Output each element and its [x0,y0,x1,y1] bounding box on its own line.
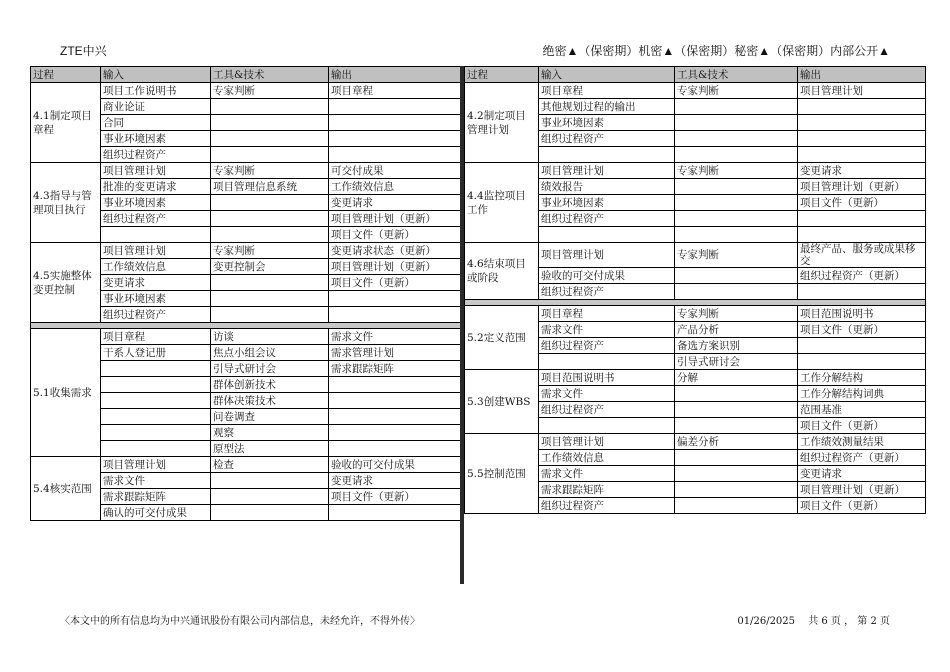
output-cell [329,409,461,425]
input-cell: 事业环境因素 [101,195,211,211]
tool-cell: 专家判断 [211,243,329,259]
input-cell: 事业环境因素 [101,291,211,307]
output-cell: 项目管理计划（更新） [329,259,461,275]
output-cell: 项目文件（更新） [798,195,926,211]
output-cell [329,147,461,163]
output-cell: 需求管理计划 [329,345,461,361]
table-row [465,83,926,99]
input-cell: 组织过程资产 [539,131,675,147]
table-row [31,83,461,99]
tool-cell [675,115,798,131]
input-cell: 项目管理计划 [539,243,675,268]
output-cell [329,307,461,323]
table-row [465,306,926,322]
input-cell: 确认的可交付成果 [101,505,211,521]
header-tools: 工具&技术 [675,67,798,83]
input-cell: 事业环境因素 [539,115,675,131]
tool-cell: 群体创新技术 [211,377,329,393]
input-cell [539,147,675,163]
tool-cell: 备选方案识别 [675,338,798,354]
output-cell: 项目管理计划（更新） [329,211,461,227]
input-cell: 需求文件 [539,322,675,338]
output-cell: 变更请求 [798,466,926,482]
classification-line: 绝密▲（保密期）机密▲（保密期）秘密▲（保密期）内部公开▲ [542,44,890,58]
process-name: 4.2制定项目管理计划 [465,83,539,163]
tool-cell: 变更控制会 [211,259,329,275]
input-cell [101,361,211,377]
input-cell: 需求文件 [539,386,675,402]
input-cell: 组织过程资产 [539,338,675,354]
input-cell: 项目管理计划 [101,243,211,259]
table-row [31,329,461,345]
input-cell: 需求文件 [101,473,211,489]
table-row [465,370,926,386]
output-cell [329,441,461,457]
output-cell [798,131,926,147]
input-cell: 项目章程 [101,329,211,345]
page-info: 01/26/2025 共 6 页 ， 第 2 页 [737,616,890,627]
tool-cell [675,179,798,195]
output-cell [798,227,926,243]
tool-cell [211,99,329,115]
input-cell: 批准的变更请求 [101,179,211,195]
output-cell: 组织过程资产（更新） [798,450,926,466]
input-cell: 组织过程资产 [539,402,675,418]
output-cell: 项目文件（更新） [798,322,926,338]
input-cell [101,377,211,393]
tool-cell: 分解 [675,370,798,386]
output-cell [798,354,926,370]
output-cell [798,147,926,163]
tool-cell [211,131,329,147]
input-cell: 组织过程资产 [101,211,211,227]
right-process-table [464,66,926,514]
process-name: 5.1收集需求 [31,329,101,457]
tool-cell: 观察 [211,425,329,441]
tool-cell: 焦点小组会议 [211,345,329,361]
input-cell: 干系人登记册 [101,345,211,361]
input-cell: 商业论证 [101,99,211,115]
tool-cell: 专家判断 [675,243,798,268]
tool-cell [675,450,798,466]
output-cell [329,377,461,393]
input-cell: 合同 [101,115,211,131]
output-cell: 项目文件（更新） [329,227,461,243]
header-tools: 工具&技术 [211,67,329,83]
tool-cell: 引导式研讨会 [211,361,329,377]
output-cell: 项目管理计划（更新） [798,482,926,498]
header-output: 输出 [798,67,926,83]
output-cell [798,211,926,227]
output-cell: 项目文件（更新） [798,498,926,514]
tool-cell [675,99,798,115]
output-cell [798,99,926,115]
output-cell [329,99,461,115]
input-cell: 需求文件 [539,466,675,482]
output-cell: 项目文件（更新） [329,489,461,505]
output-cell [329,131,461,147]
process-name: 4.1制定项目章程 [31,83,101,163]
tool-cell [211,473,329,489]
input-cell: 其他规划过程的输出 [539,99,675,115]
output-cell: 需求跟踪矩阵 [329,361,461,377]
input-cell [539,418,675,434]
output-cell: 最终产品、服务或成果移交 [798,243,926,268]
input-cell: 项目工作说明书 [101,83,211,99]
tool-cell: 项目管理信息系统 [211,179,329,195]
input-cell: 需求跟踪矩阵 [539,482,675,498]
tool-cell: 问卷调查 [211,409,329,425]
input-cell: 工作绩效信息 [101,259,211,275]
output-cell: 项目文件（更新） [329,275,461,291]
output-cell [798,115,926,131]
process-name: 5.2定义范围 [465,306,539,370]
output-cell [798,338,926,354]
table-row [465,434,926,450]
table-row [465,163,926,179]
company-logo-text: ZTE中兴 [60,44,107,58]
input-cell: 组织过程资产 [539,498,675,514]
input-cell: 组织过程资产 [539,211,675,227]
tool-cell: 检查 [211,457,329,473]
output-cell: 项目章程 [329,83,461,99]
process-name: 5.3创建WBS [465,370,539,434]
tool-cell [211,291,329,307]
input-cell: 验收的可交付成果 [539,268,675,284]
tool-cell: 访谈 [211,329,329,345]
tool-cell [211,147,329,163]
header-input: 输入 [101,67,211,83]
tool-cell [675,466,798,482]
output-cell: 变更请求 [798,163,926,179]
process-name: 5.4核实范围 [31,457,101,521]
process-name: 4.3指导与管理项目执行 [31,163,101,243]
output-cell [329,115,461,131]
output-cell: 验收的可交付成果 [329,457,461,473]
process-name: 4.5实施整体变更控制 [31,243,101,323]
tool-cell [211,505,329,521]
tool-cell [675,131,798,147]
output-cell: 项目范围说明书 [798,306,926,322]
tool-cell [675,147,798,163]
input-cell: 项目章程 [539,83,675,99]
table-header-row [465,67,926,83]
tool-cell [211,307,329,323]
header-input: 输入 [539,67,675,83]
tool-cell [675,498,798,514]
table-row [31,163,461,179]
output-cell: 项目管理计划 [798,83,926,99]
tool-cell: 产品分析 [675,322,798,338]
tool-cell [675,211,798,227]
tool-cell: 专家判断 [211,83,329,99]
output-cell: 项目管理计划（更新） [798,179,926,195]
process-name: 4.6结束项目或阶段 [465,243,539,300]
output-cell: 工作绩效信息 [329,179,461,195]
output-cell: 需求文件 [329,329,461,345]
output-cell: 工作分解结构 [798,370,926,386]
input-cell: 组织过程资产 [101,147,211,163]
input-cell: 项目章程 [539,306,675,322]
confidentiality-notice: 〈本文中的所有信息均为中兴通讯股份有限公司内部信息，未经允许，不得外传〉 [60,616,420,627]
tool-cell [211,489,329,505]
output-cell: 变更请求状态（更新） [329,243,461,259]
input-cell [101,227,211,243]
tool-cell: 原型法 [211,441,329,457]
tool-cell [211,211,329,227]
output-cell: 工作绩效测量结果 [798,434,926,450]
tool-cell [675,418,798,434]
header-process: 过程 [31,67,101,83]
tool-cell [675,284,798,300]
input-cell [539,227,675,243]
output-cell: 变更请求 [329,195,461,211]
input-cell: 组织过程资产 [539,284,675,300]
tool-cell [675,482,798,498]
output-cell: 范围基准 [798,402,926,418]
tool-cell [211,115,329,131]
input-cell: 事业环境因素 [101,131,211,147]
input-cell [101,441,211,457]
input-cell: 事业环境因素 [539,195,675,211]
output-cell [798,284,926,300]
tool-cell: 引导式研讨会 [675,354,798,370]
tool-cell: 专家判断 [675,163,798,179]
output-cell: 工作分解结构词典 [798,386,926,402]
input-cell: 项目范围说明书 [539,370,675,386]
input-cell [101,425,211,441]
input-cell: 工作绩效信息 [539,450,675,466]
input-cell [539,354,675,370]
input-cell [101,393,211,409]
input-cell: 项目管理计划 [101,457,211,473]
table-row [31,457,461,473]
tool-cell [675,402,798,418]
left-process-table [30,66,461,521]
process-name: 4.4监控项目工作 [465,163,539,243]
table-row [465,243,926,268]
tool-cell [675,386,798,402]
table-row [31,243,461,259]
input-cell: 需求跟踪矩阵 [101,489,211,505]
tool-cell [675,268,798,284]
output-cell: 可交付成果 [329,163,461,179]
process-name: 5.5控制范围 [465,434,539,514]
column-divider [460,66,464,584]
tool-cell: 专家判断 [675,306,798,322]
input-cell: 绩效报告 [539,179,675,195]
tool-cell: 群体决策技术 [211,393,329,409]
input-cell: 项目管理计划 [539,434,675,450]
output-cell [329,505,461,521]
output-cell [329,425,461,441]
tool-cell [211,275,329,291]
tool-cell [675,195,798,211]
input-cell: 组织过程资产 [101,307,211,323]
tool-cell [675,227,798,243]
tool-cell: 专家判断 [211,163,329,179]
output-cell: 组织过程资产（更新） [798,268,926,284]
input-cell: 项目管理计划 [539,163,675,179]
output-cell [329,291,461,307]
input-cell [101,409,211,425]
input-cell: 项目管理计划 [101,163,211,179]
output-cell: 变更请求 [329,473,461,489]
tool-cell: 专家判断 [675,83,798,99]
tool-cell: 偏差分析 [675,434,798,450]
tool-cell [211,227,329,243]
header-output: 输出 [329,67,461,83]
header-process: 过程 [465,67,539,83]
output-cell: 项目文件（更新） [798,418,926,434]
tool-cell [211,195,329,211]
output-cell [329,393,461,409]
table-header-row [31,67,461,83]
input-cell: 变更请求 [101,275,211,291]
